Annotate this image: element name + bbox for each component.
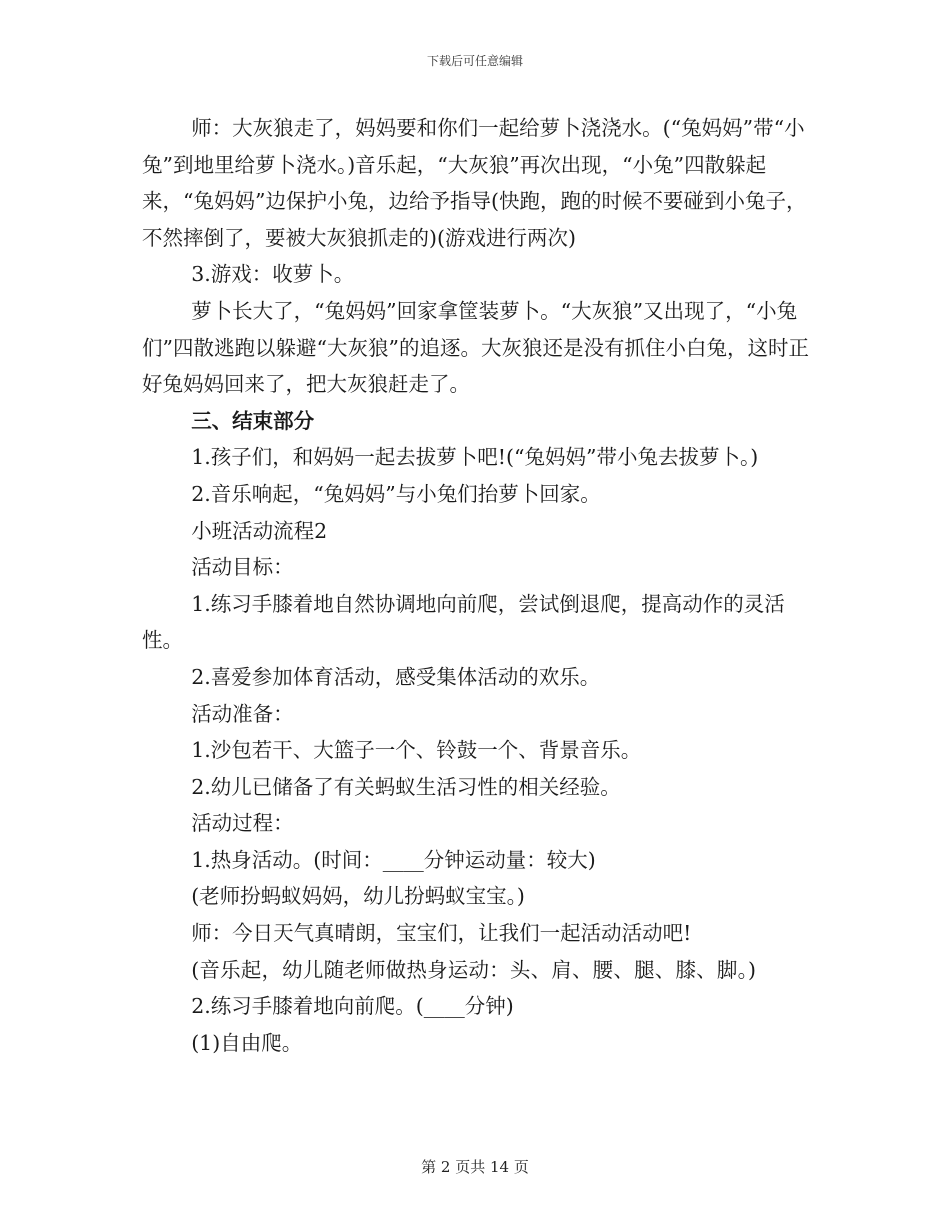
- paragraph-prep-label: 活动准备：: [191, 701, 294, 726]
- paragraph-goals-label: 活动目标：: [191, 555, 294, 580]
- paragraph-process-title: 小班活动流程2: [191, 518, 328, 543]
- paragraph-music-warmup: (音乐起，幼儿随老师做热身运动：头、肩、腰、腿、膝、脚。): [191, 957, 757, 982]
- section-heading-ending: 三、结束部分: [191, 408, 315, 433]
- paragraph-carry-home: 2.音乐响起，“兔妈妈”与小兔们抬萝卜回家。: [191, 481, 601, 506]
- paragraph-game-harvest: 3.游戏：收萝卜。: [191, 262, 355, 287]
- paragraph-teacher-line: 师：今日天气真晴朗，宝宝们，让我们一起活动活动吧!: [191, 921, 692, 946]
- paragraph-carrot-grown: 萝卜长大了，“兔妈妈”回家拿筐装萝卜。“大灰狼”又出现了，“小兔们”四散逃跑以躲避“大灰狼”的追逐。大灰狼还是没有抓住小白兔，这时正好兔妈妈回来了，把大灰狼赶走了。: [142, 298, 809, 397]
- paragraph-crawl-practice: 2.练习手膝着地向前爬。(____分钟): [191, 994, 514, 1019]
- paragraph-goal-2: 2.喜爱参加体育活动，感受集体活动的欢乐。: [191, 664, 601, 689]
- paragraph-roles: (老师扮蚂蚁妈妈，幼儿扮蚂蚁宝宝。): [191, 884, 525, 909]
- paragraph-prep-2: 2.幼儿已储备了有关蚂蚁生活习性的相关经验。: [191, 774, 621, 799]
- paragraph-pull-carrot: 1.孩子们，和妈妈一起去拔萝卜吧!(“兔妈妈”带小兔去拔萝卜。): [191, 445, 759, 470]
- page-header: 下载后可任意编辑: [426, 54, 523, 68]
- paragraph-wolf-leaves: 师：大灰狼走了，妈妈要和你们一起给萝卜浇浇水。(“兔妈妈”带“小兔”到地里给萝卜浇水。)音乐起，“大灰狼”再次出现，“小兔”四散躲起来，“兔妈妈”边保护小兔，边给予指导(快跑，跑的时候不要碰到小兔子，不然摔倒了，要被大灰狼抓走的)(游戏进行两次): [142, 116, 807, 250]
- paragraph-prep-1: 1.沙包若干、大篮子一个、铃鼓一个、背景音乐。: [191, 738, 642, 763]
- page-footer: 第 2 页共 14 页: [421, 1158, 529, 1176]
- document-body: [142, 110, 814, 1061]
- paragraph-free-crawl: (1)自由爬。: [191, 1030, 303, 1055]
- paragraph-goal-1: 1.练习手膝着地自然协调地向前爬，尝试倒退爬，提高动作的灵活性。: [142, 591, 785, 653]
- paragraph-warmup: 1.热身活动。(时间：____分钟运动量：较大): [191, 847, 596, 872]
- paragraph-process-label: 活动过程：: [191, 811, 294, 836]
